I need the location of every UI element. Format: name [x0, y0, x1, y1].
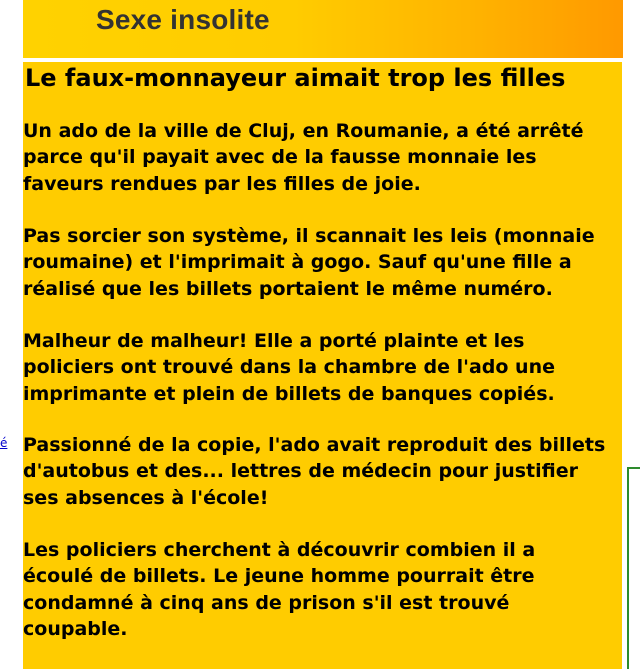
paragraph-line: parce qu'il payait avec de la fausse monnaie les [23, 146, 537, 169]
paragraph-line: réalisé que les billets portaient le même numéro. [23, 277, 553, 300]
paragraph-line: ses absences à l'école! [23, 486, 269, 509]
article-paragraph [23, 537, 621, 642]
paragraph-line: Un ado de la ville de Cluj, en Roumanie, a été arrêté [23, 120, 584, 142]
right-side-frame [627, 467, 640, 669]
section-title: Sexe insolite [96, 4, 270, 35]
article-title: Le faux-monnayeur aimait trop les filles [25, 64, 566, 92]
article-paragraph [23, 432, 621, 511]
article-box [23, 62, 622, 669]
paragraph-line: condamné à cinq ans de prison s'il est trouvé [23, 591, 510, 614]
article-paragraph [23, 223, 621, 302]
paragraph-line: d'autobus et des... lettres de médecin pour justifier [23, 460, 578, 483]
paragraph-line: Malheur de malheur! Elle a porté plainte et les [23, 330, 525, 352]
paragraph-line: Pas sorcier son système, il scannait les leis (monnaie [23, 225, 595, 247]
paragraph-line: policiers ont trouvé dans la chambre de l'ado une [23, 356, 555, 379]
paragraph-line: imprimante et plein de billets de banques copiés. [23, 382, 555, 405]
paragraph-line: écoulé de billets. Le jeune homme pourrait être [23, 565, 535, 588]
paragraph-line: Les policiers cherchent à découvrir combien il a [23, 539, 536, 561]
article-paragraph [23, 328, 621, 407]
section-header-banner [23, 0, 623, 58]
paragraph-line: faveurs rendues par les filles de joie. [23, 172, 421, 195]
paragraph-line: coupable. [23, 617, 128, 640]
side-link-fragment[interactable]: é [0, 436, 8, 450]
paragraph-line: Passionné de la copie, l'ado avait reproduit des billets [23, 434, 606, 456]
paragraph-line: roumaine) et l'imprimait à gogo. Sauf qu'une fille a [23, 251, 572, 274]
article-paragraph [23, 118, 621, 197]
